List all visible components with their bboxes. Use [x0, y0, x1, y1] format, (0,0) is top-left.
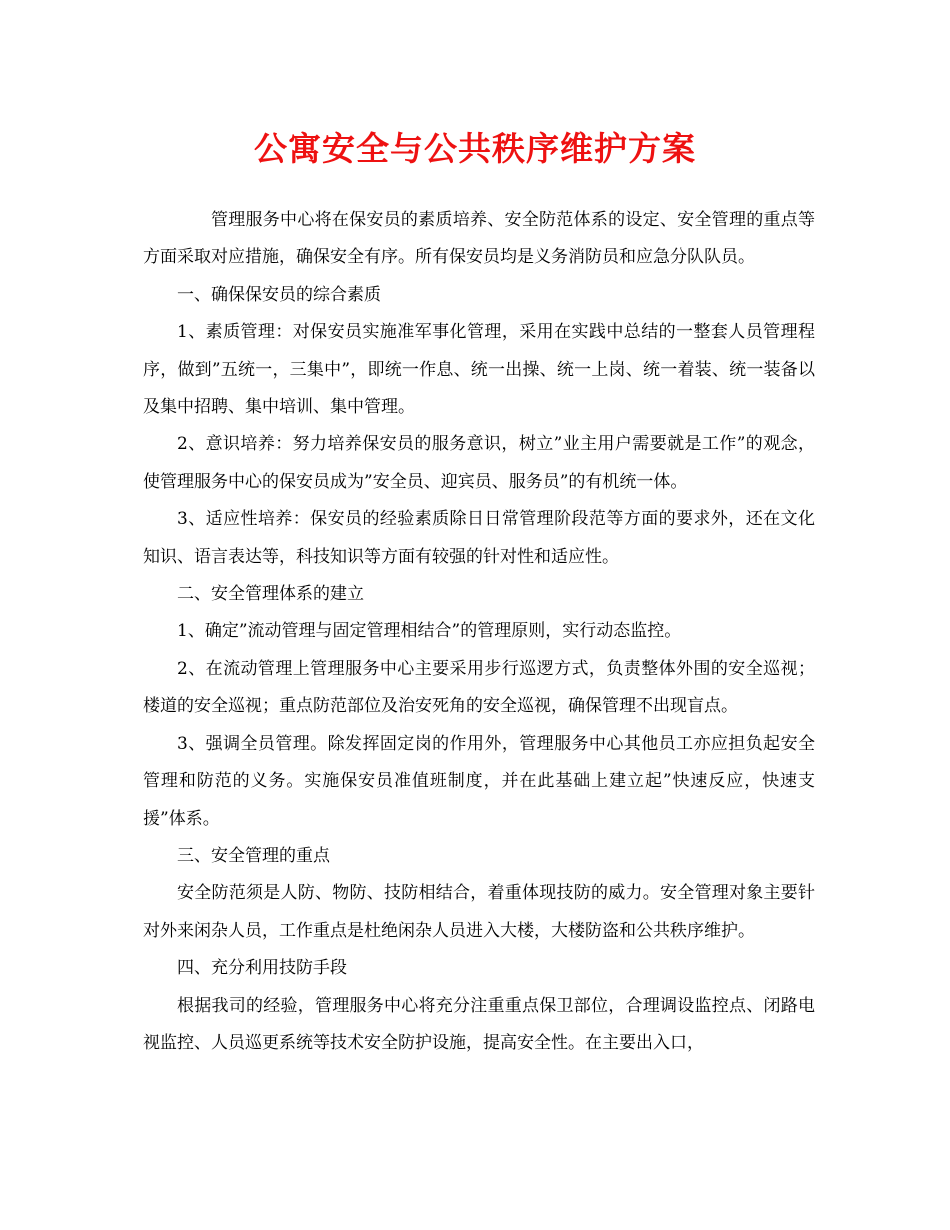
document-body	[143, 202, 815, 1062]
paragraph-2-3: 3、强调全员管理。除发挥固定岗的作用外，管理服务中心其他员工亦应担负起安全管理和防范的义务。实施保安员准值班制度，并在此基础上建立起”快速反应，快速支援”体系。	[143, 733, 815, 829]
document-title: 公寓安全与公共秩序维护方案	[254, 129, 696, 168]
paragraph-1-2: 2、意识培养：努力培养保安员的服务意识，树立”业主用户需要就是工作”的观念，使管理服务中心的保安员成为”安全员、迎宾员、服务员”的有机统一体。	[143, 434, 815, 492]
section-heading-4: 四、充分利用技防手段	[177, 958, 347, 979]
paragraph-2-2: 2、在流动管理上管理服务中心主要采用步行巡逻方式，负责整体外围的安全巡视；楼道的安全巡视；重点防范部位及治安死角的安全巡视，确保管理不出现盲点。	[143, 658, 815, 717]
paragraph-1-1: 1、素质管理：对保安员实施准军事化管理，采用在实践中总结的一整套人员管理程序，做到”五统一，三集中”，即统一作息、统一出操、统一上岗、统一着装、统一装备以及集中招聘、集中培训、集中管理。	[143, 322, 815, 418]
paragraph-4-1: 根据我司的经验，管理服务中心将充分注重重点保卫部位，合理调设监控点、闭路电视监控、人员巡更系统等技术安全防护设施，提高安全性。在主要出入口，	[143, 995, 815, 1053]
section-heading-3: 三、安全管理的重点	[177, 845, 330, 866]
intro-paragraph: 管理服务中心将在保安员的素质培养、安全防范体系的设定、安全管理的重点等方面采取对应措施，确保安全有序。所有保安员均是义务消防员和应急分队队员。	[143, 210, 815, 268]
section-heading-2: 二、安全管理体系的建立	[177, 584, 364, 605]
paragraph-2-1: 1、确定”流动管理与固定管理相结合”的管理原则，实行动态监控。	[177, 621, 682, 642]
paragraph-1-3: 3、适应性培养：保安员的经验素质除日日常管理阶段范等方面的要求外，还在文化知识、语言表达等，科技知识等方面有较强的针对性和适应性。	[143, 509, 815, 567]
section-heading-1: 一、确保保安员的综合素质	[177, 284, 381, 305]
paragraph-3-1: 安全防范须是人防、物防、技防相结合，着重体现技防的威力。安全管理对象主要针对外来闲杂人员，工作重点是杜绝闲杂人员进入大楼，大楼防盗和公共秩序维护。	[143, 883, 815, 941]
